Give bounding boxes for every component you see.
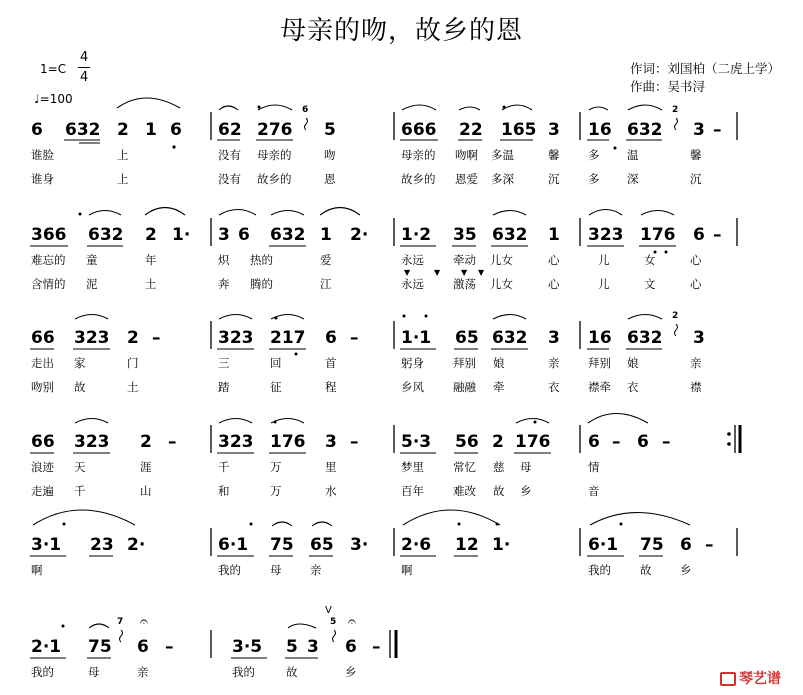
note: 3·5: [232, 637, 263, 657]
accent-mark: ▼: [404, 268, 411, 277]
lyric-verse-1: 馨: [690, 148, 702, 162]
lyric-verse-1: 女: [644, 253, 656, 267]
lyric-verse-1: 爱: [320, 253, 332, 267]
lyric-verse-1: 亲: [548, 356, 560, 370]
note: 5: [324, 120, 336, 140]
lyric-verse-2: 程: [325, 380, 337, 394]
lyric-verse-1: 亲: [310, 563, 322, 577]
lyric-verse-2: 和: [218, 484, 230, 498]
note: 5·3: [401, 432, 432, 452]
note: 176: [640, 225, 676, 245]
lyric-verse-1: 首: [325, 356, 337, 370]
lyric-verse-2: 泥: [86, 277, 98, 291]
note: 6·1: [218, 535, 249, 555]
lyric-verse-1: 吻: [324, 148, 336, 162]
lyric-verse-1: 母亲的: [401, 148, 436, 162]
note: 66: [31, 432, 55, 452]
lyric-verse-2: 文: [644, 277, 656, 291]
note: 217: [270, 328, 306, 348]
lyric-verse-2: 心: [690, 277, 702, 291]
note: 6: [170, 120, 182, 140]
lyric-verse-1: 难忘的: [31, 253, 66, 267]
lyric-verse-1: 心: [548, 253, 560, 267]
lyric-verse-2: 万: [270, 484, 282, 498]
note: 3: [548, 328, 560, 348]
note: 632: [65, 120, 101, 140]
note: –: [152, 328, 161, 348]
time-signature-bottom: 4: [80, 70, 89, 85]
lyric-verse-1: 躬身: [401, 356, 424, 370]
note: 632: [627, 328, 663, 348]
note: 5: [286, 637, 298, 657]
note: 6: [588, 432, 600, 452]
grace-note: 5: [330, 617, 337, 627]
lyric-verse-1: 回: [270, 356, 282, 370]
lyric-verse-1: 母: [88, 665, 100, 679]
note: 165: [501, 120, 537, 140]
note: 323: [74, 328, 110, 348]
lyric-verse-1: 温: [627, 148, 639, 162]
note: 56: [455, 432, 479, 452]
note: –: [168, 432, 177, 452]
note: 3: [218, 225, 230, 245]
lyric-verse-2: 心: [548, 277, 560, 291]
note: 6: [693, 225, 705, 245]
lyric-verse-2: 山: [140, 484, 152, 498]
lyric-verse-1: 娘: [627, 356, 639, 370]
note: 6: [238, 225, 250, 245]
fermata-icon: 𝄐: [348, 614, 356, 630]
lyric-verse-2: 恩爱: [455, 172, 478, 186]
lyric-verse-1: 乡: [680, 563, 692, 577]
lyric-verse-2: 土: [145, 277, 157, 291]
logo-icon: [720, 672, 736, 686]
lyric-verse-1: 家: [74, 356, 86, 370]
lyric-verse-2: 腾的: [250, 277, 273, 291]
lyric-verse-1: 梦里: [401, 460, 424, 474]
note: –: [713, 120, 722, 140]
lyric-verse-1: 年: [145, 253, 157, 267]
lyric-verse-2: 上: [117, 172, 129, 186]
lyric-verse-2: 永远: [401, 277, 424, 291]
note: –: [662, 432, 671, 452]
song-title: 母亲的吻，故乡的恩: [279, 16, 523, 46]
lyric-verse-2: 衣: [548, 380, 560, 394]
lyric-verse-2: 牵: [493, 380, 505, 394]
lyric-verse-1: 谁脸: [31, 148, 54, 162]
lyric-verse-1: 啊: [31, 563, 43, 577]
lyric-verse-1: 涯: [140, 460, 152, 474]
lyric-verse-1: 慈: [493, 460, 505, 474]
note: –: [705, 535, 714, 555]
note: –: [350, 328, 359, 348]
lyric-verse-1: 热的: [250, 253, 273, 267]
lyric-verse-2: 奔: [218, 277, 230, 291]
accent-mark: ▼: [461, 268, 468, 277]
watermark-text: 琴艺谱: [739, 671, 781, 687]
lyric-verse-2: 多深: [491, 172, 514, 186]
lyric-verse-1: 情: [588, 460, 600, 474]
lyric-verse-1: 乡: [345, 665, 357, 679]
lyric-verse-2: 沉: [690, 172, 702, 186]
watermark-logo: [720, 668, 781, 688]
note: 632: [88, 225, 124, 245]
note: 6·1: [588, 535, 619, 555]
lyric-verse-2: 江: [320, 277, 332, 291]
note: 1·1: [401, 328, 432, 348]
note: 2·: [350, 225, 369, 245]
note: 75: [270, 535, 294, 555]
lyric-verse-1: 千: [218, 460, 230, 474]
lyric-verse-1: 没有: [218, 148, 241, 162]
lyric-verse-2: 恩: [324, 172, 336, 186]
lyric-verse-2: 水: [325, 484, 337, 498]
lyric-verse-1: 拜别: [453, 356, 476, 370]
note: 62: [218, 120, 242, 140]
lyric-verse-1: 馨: [548, 148, 560, 162]
note: 23: [90, 535, 114, 555]
lyric-verse-2: 难改: [453, 484, 476, 498]
note: 3: [693, 120, 705, 140]
note: 75: [640, 535, 664, 555]
note: 6: [31, 120, 43, 140]
note: 75: [88, 637, 112, 657]
lyric-verse-2: 儿女: [490, 277, 513, 291]
lyric-verse-1: 常忆: [453, 460, 476, 474]
lyric-verse-2: 融融: [453, 380, 476, 394]
lyric-verse-1: 我的: [588, 563, 611, 577]
lyric-verse-1: 永远: [401, 253, 424, 267]
lyric-verse-2: 衣: [627, 380, 639, 394]
note: 1·2: [401, 225, 432, 245]
lyric-verse-1: 牵动: [453, 253, 476, 267]
note: 6: [325, 328, 337, 348]
lyric-verse-2: 音: [588, 484, 600, 498]
note: 366: [31, 225, 67, 245]
composer: 作曲：吴书浔: [630, 79, 706, 94]
note: 3·1: [31, 535, 62, 555]
note: 3: [307, 637, 319, 657]
lyric-verse-1: 我的: [31, 665, 54, 679]
lyric-verse-1: 故: [640, 563, 652, 577]
note: –: [165, 637, 174, 657]
note: 1·: [172, 225, 191, 245]
lyric-verse-2: 激荡: [453, 277, 476, 291]
lyric-verse-2: 深: [627, 172, 639, 186]
note: 2·: [127, 535, 146, 555]
lyric-verse-2: 含情的: [31, 277, 66, 291]
lyric-verse-1: 浪迹: [31, 460, 54, 474]
lyric-verse-2: 故乡的: [401, 172, 436, 186]
note: 16: [588, 328, 612, 348]
note: 632: [627, 120, 663, 140]
lyric-verse-1: 儿女: [490, 253, 513, 267]
note: 323: [588, 225, 624, 245]
note: 2·1: [31, 637, 62, 657]
note: 65: [310, 535, 334, 555]
lyric-verse-1: 里: [325, 460, 337, 474]
accent-mark: ▼: [434, 268, 441, 277]
note: 276: [257, 120, 293, 140]
note: –: [350, 432, 359, 452]
lyric-verse-1: 多温: [491, 148, 514, 162]
note: 16: [588, 120, 612, 140]
note: 323: [74, 432, 110, 452]
grace-note: 6: [302, 105, 309, 115]
lyric-verse-1: 母: [270, 563, 282, 577]
note: 666: [401, 120, 437, 140]
lyric-verse-2: 吻别: [31, 380, 54, 394]
lyric-verse-2: 乡风: [401, 380, 424, 394]
lyric-verse-2: 征: [270, 380, 282, 394]
note: 2·6: [401, 535, 432, 555]
tempo-marking: ♩=100: [34, 92, 73, 106]
breath-mark: V: [325, 605, 332, 616]
note: 12: [455, 535, 479, 555]
note: 176: [515, 432, 551, 452]
lyric-verse-1: 万: [270, 460, 282, 474]
lyric-verse-1: 走出: [31, 356, 54, 370]
note: 632: [492, 225, 528, 245]
note: 632: [492, 328, 528, 348]
lyric-verse-1: 娘: [493, 356, 505, 370]
lyric-verse-2: 故: [74, 380, 86, 394]
lyric-verse-2: 故乡的: [257, 172, 292, 186]
note: –: [713, 225, 722, 245]
note: 3: [548, 120, 560, 140]
lyric-verse-2: 谁身: [31, 172, 54, 186]
note: 22: [459, 120, 483, 140]
grace-note: 7: [117, 617, 124, 627]
lyric-verse-1: 上: [117, 148, 129, 162]
lyricist: 作词：刘国柏（二虎上学）: [630, 61, 781, 76]
note: 6: [680, 535, 692, 555]
note: 2: [127, 328, 139, 348]
lyric-verse-1: 拜别: [588, 356, 611, 370]
lyric-verse-2: 沉: [548, 172, 560, 186]
lyric-verse-2: 襟: [690, 380, 702, 394]
note: 3·: [350, 535, 369, 555]
note: 2: [145, 225, 157, 245]
note: 1: [145, 120, 157, 140]
lyric-verse-2: 儿: [598, 277, 610, 291]
lyric-verse-2: 走遍: [31, 484, 54, 498]
lyric-verse-1: 多: [588, 148, 600, 162]
note: 2: [140, 432, 152, 452]
note: 3: [325, 432, 337, 452]
note: 6: [345, 637, 357, 657]
lyric-verse-2: 乡: [520, 484, 532, 498]
lyric-verse-1: 亲: [690, 356, 702, 370]
lyric-verse-1: 门: [127, 356, 139, 370]
lyric-verse-2: 襟牵: [588, 380, 611, 394]
note: 1·: [492, 535, 511, 555]
note: 1: [320, 225, 332, 245]
lyric-verse-1: 炽: [218, 253, 230, 267]
note: 176: [270, 432, 306, 452]
lyric-verse-2: 土: [127, 380, 139, 394]
note: 6: [637, 432, 649, 452]
lyric-verse-1: 我的: [232, 665, 255, 679]
lyric-verse-2: 故: [493, 484, 505, 498]
note: 65: [455, 328, 479, 348]
lyric-verse-2: 百年: [401, 484, 424, 498]
note: 632: [270, 225, 306, 245]
note: 2: [117, 120, 129, 140]
lyric-verse-1: 母亲的: [257, 148, 292, 162]
note: 323: [218, 432, 254, 452]
lyric-verse-1: 啊: [401, 563, 413, 577]
lyric-verse-2: 千: [74, 484, 86, 498]
lyric-verse-1: 母: [520, 460, 532, 474]
time-signature-top: 4: [80, 50, 89, 65]
note: 35: [453, 225, 477, 245]
lyric-verse-2: 踏: [218, 380, 230, 394]
note: 6: [137, 637, 149, 657]
lyric-verse-1: 吻啊: [455, 148, 478, 162]
fermata-icon: 𝄐: [140, 614, 148, 630]
lyric-verse-1: 童: [86, 253, 98, 267]
lyric-verse-1: 儿: [598, 253, 610, 267]
grace-note: 2: [672, 105, 679, 115]
note: –: [612, 432, 621, 452]
grace-note: 2: [672, 311, 679, 321]
note: 3: [693, 328, 705, 348]
key-signature: 1=C: [40, 62, 67, 76]
lyric-verse-1: 心: [690, 253, 702, 267]
lyric-verse-1: 三: [218, 356, 230, 370]
lyric-verse-1: 我的: [218, 563, 241, 577]
note: 323: [218, 328, 254, 348]
note: 66: [31, 328, 55, 348]
note: –: [372, 637, 381, 657]
lyric-verse-1: 天: [74, 460, 86, 474]
accent-mark: ▼: [478, 268, 485, 277]
note: 2: [492, 432, 504, 452]
note: 1: [548, 225, 560, 245]
lyric-verse-1: 故: [286, 665, 298, 679]
lyric-verse-2: 没有: [218, 172, 241, 186]
lyric-verse-1: 亲: [137, 665, 149, 679]
lyric-verse-2: 多: [588, 172, 600, 186]
